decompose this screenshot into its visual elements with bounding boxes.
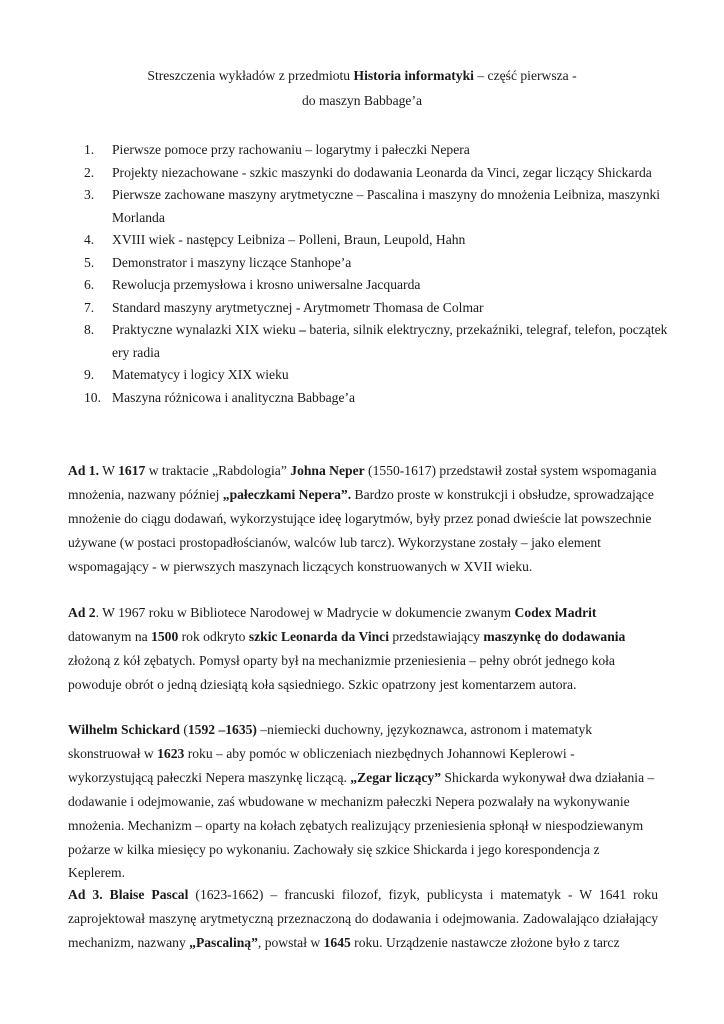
- topics-list: [84, 139, 674, 409]
- list-item: [84, 139, 674, 162]
- list-item: [84, 162, 674, 185]
- list-item: [84, 184, 674, 229]
- item-text: Pierwsze pomoce przy rachowaniu – logarytmy i pałeczki Nepera: [112, 142, 470, 157]
- item-number: 10.: [84, 389, 101, 405]
- item-text: Demonstrator i maszyny liczące Stanhope’a: [112, 254, 352, 270]
- item-text: Pierwsze zachowane maszyny arytmetyczne – Pascalina i maszyny do mnożenia Leibniza, maszynki Morlanda: [112, 187, 661, 225]
- term: maszynkę do dodawania: [483, 628, 626, 644]
- term: „Pascaliną”: [189, 934, 258, 950]
- ad1-heading: Ad 1.: [68, 463, 99, 478]
- item-text: Praktyczne wynalazki XIX wieku: [112, 322, 300, 337]
- term: „pałeczkami Nepera”.: [222, 486, 352, 502]
- text-run: –niemiecki duchowny, językoznawca, astronom i matematyk skonstruował w: [68, 722, 593, 761]
- text-run: złożoną z kół zębatych. Pomysł oparty był na mechanizmie przeniesienia – pełny obrót jednego koła powoduje obrót o jedną dziesiątą koła sąsiedniego. Szkic opatrzony jest komentarzem autora.: [68, 652, 615, 692]
- item-number: 3.: [84, 187, 95, 202]
- text-run: roku. Urządzenie nastawcze złożone było z tarcz: [350, 934, 620, 950]
- item-number: 8.: [84, 322, 95, 337]
- item-text: Standard maszyny arytmetycznej - Arytmometr Thomasa de Colmar: [112, 299, 484, 315]
- document-title-line1: [0, 65, 724, 87]
- list-item: [84, 319, 674, 364]
- item-text: Matematycy i logicy XIX wieku: [112, 367, 289, 382]
- item-text: Projekty niezachowane - szkic maszynki do dodawania Leonarda da Vinci, zegar liczący Shickarda: [112, 164, 652, 180]
- item-number: 6.: [84, 277, 95, 292]
- term: „Zegar liczący”: [350, 769, 442, 785]
- item-number: 9.: [84, 367, 95, 382]
- text-run: (1623-1662) – francuski filozof, fizyk, publicysta i matematyk - W 1641 roku zaprojektował maszynę arytmetyczną przeznaczoną do dodawania i odejmowania. Zadowalająco działający mechanizm, nazwany: [68, 887, 658, 950]
- item-number: 4.: [84, 232, 95, 247]
- text-run: roku – aby pomóc w obliczeniach niezbędnych Johannowi Keplerowi -wykorzystującą pałeczki Nepera maszynkę liczącą.: [68, 745, 575, 785]
- text-run: (1550-1617) przedstawił został system wspomagania mnożenia, nazwany później: [68, 463, 657, 502]
- list-item: [84, 364, 674, 387]
- item-text: XVIII wiek - następcy Leibniza – Polleni, Braun, Leupold, Hahn: [112, 232, 466, 247]
- item-dash: –: [299, 322, 307, 337]
- title-prefix: Streszczenia wykładów z przedmiotu: [147, 68, 354, 83]
- title-subject: Historia informatyki: [353, 68, 474, 83]
- paragraph-ad1: [68, 459, 658, 579]
- paragraph-ad3: [68, 883, 658, 955]
- list-item: [84, 297, 674, 320]
- list-item: [84, 229, 674, 252]
- text-run: . W 1967 roku w Bibliotece Narodowej w Madrycie w dokumencie zwanym: [95, 605, 515, 620]
- item-text-cont: bateria, silnik elektryczny, przekaźniki, telegraf, telefon, początek ery radia: [112, 322, 668, 360]
- text-run: Shickarda wykonywał dwa działania – dodawanie i odejmowanie, zaś wbudowane w mechanizm pałeczki Nepera pozwalały na wykonywanie mnożenia. Mechanizm – oparty na kołach zębatych realizujący przeniesienia spłonął w niespodziewanym pożarze w kilka miesięcy po wykonaniu. Zachowały się szkice Shickarda i jego korespondencja z Keplerem.: [68, 769, 655, 881]
- years: 1592 –1635): [187, 722, 257, 737]
- list-item: [84, 387, 674, 410]
- text-run: w traktacie „Rabdologia”: [145, 463, 291, 478]
- text-run: Bardzo proste w konstrukcji i obsłudze, sprowadzające mnożenie do ciągu dodawań, wykorzystujące ideę logarytmów, były przez ponad dwieście lat powszechnie używane (w postaci prostopadłościanów, walców lub tarcz). Wykorzystane zostały – jako element wspomagający - w pierwszych maszynach liczących konstruowanych w XVII wieku.: [68, 486, 654, 574]
- term: szkic Leonarda da Vinci: [248, 628, 389, 644]
- person-name: Wilhelm Schickard: [68, 722, 180, 737]
- ad2-heading: Ad 2: [68, 605, 96, 620]
- list-item: [84, 274, 674, 297]
- year: 1500: [151, 628, 179, 644]
- term: Codex Madrit: [514, 605, 597, 620]
- item-text: Rewolucja przemysłowa i krosno uniwersalne Jacquarda: [112, 277, 421, 292]
- person-name: Johna Neper: [290, 463, 365, 478]
- text-run: przedstawiający: [388, 628, 484, 644]
- item-number: 2.: [84, 164, 95, 180]
- item-number: 1.: [84, 142, 95, 157]
- year: 1645: [323, 934, 351, 950]
- year: 1623: [157, 745, 185, 761]
- ad3-heading: Ad 3. Blaise Pascal: [68, 887, 189, 902]
- paragraph-ad2: [68, 601, 658, 697]
- item-number: 5.: [84, 254, 95, 270]
- paragraph-schickard: [68, 718, 658, 885]
- text-run: rok odkryto: [178, 628, 249, 644]
- text-run: datowanym na: [68, 628, 152, 644]
- year: 1617: [118, 463, 146, 478]
- text-run: (: [179, 722, 188, 737]
- title-suffix: – część pierwsza -: [473, 68, 577, 83]
- text-run: , powstał w: [257, 934, 324, 950]
- text-run: W: [98, 463, 119, 478]
- list-item: [84, 252, 674, 275]
- item-text: Maszyna różnicowa i analityczna Babbage’a: [112, 389, 356, 405]
- document-title-line2: do maszyn Babbage’a: [301, 93, 423, 108]
- item-number: 7.: [84, 299, 95, 315]
